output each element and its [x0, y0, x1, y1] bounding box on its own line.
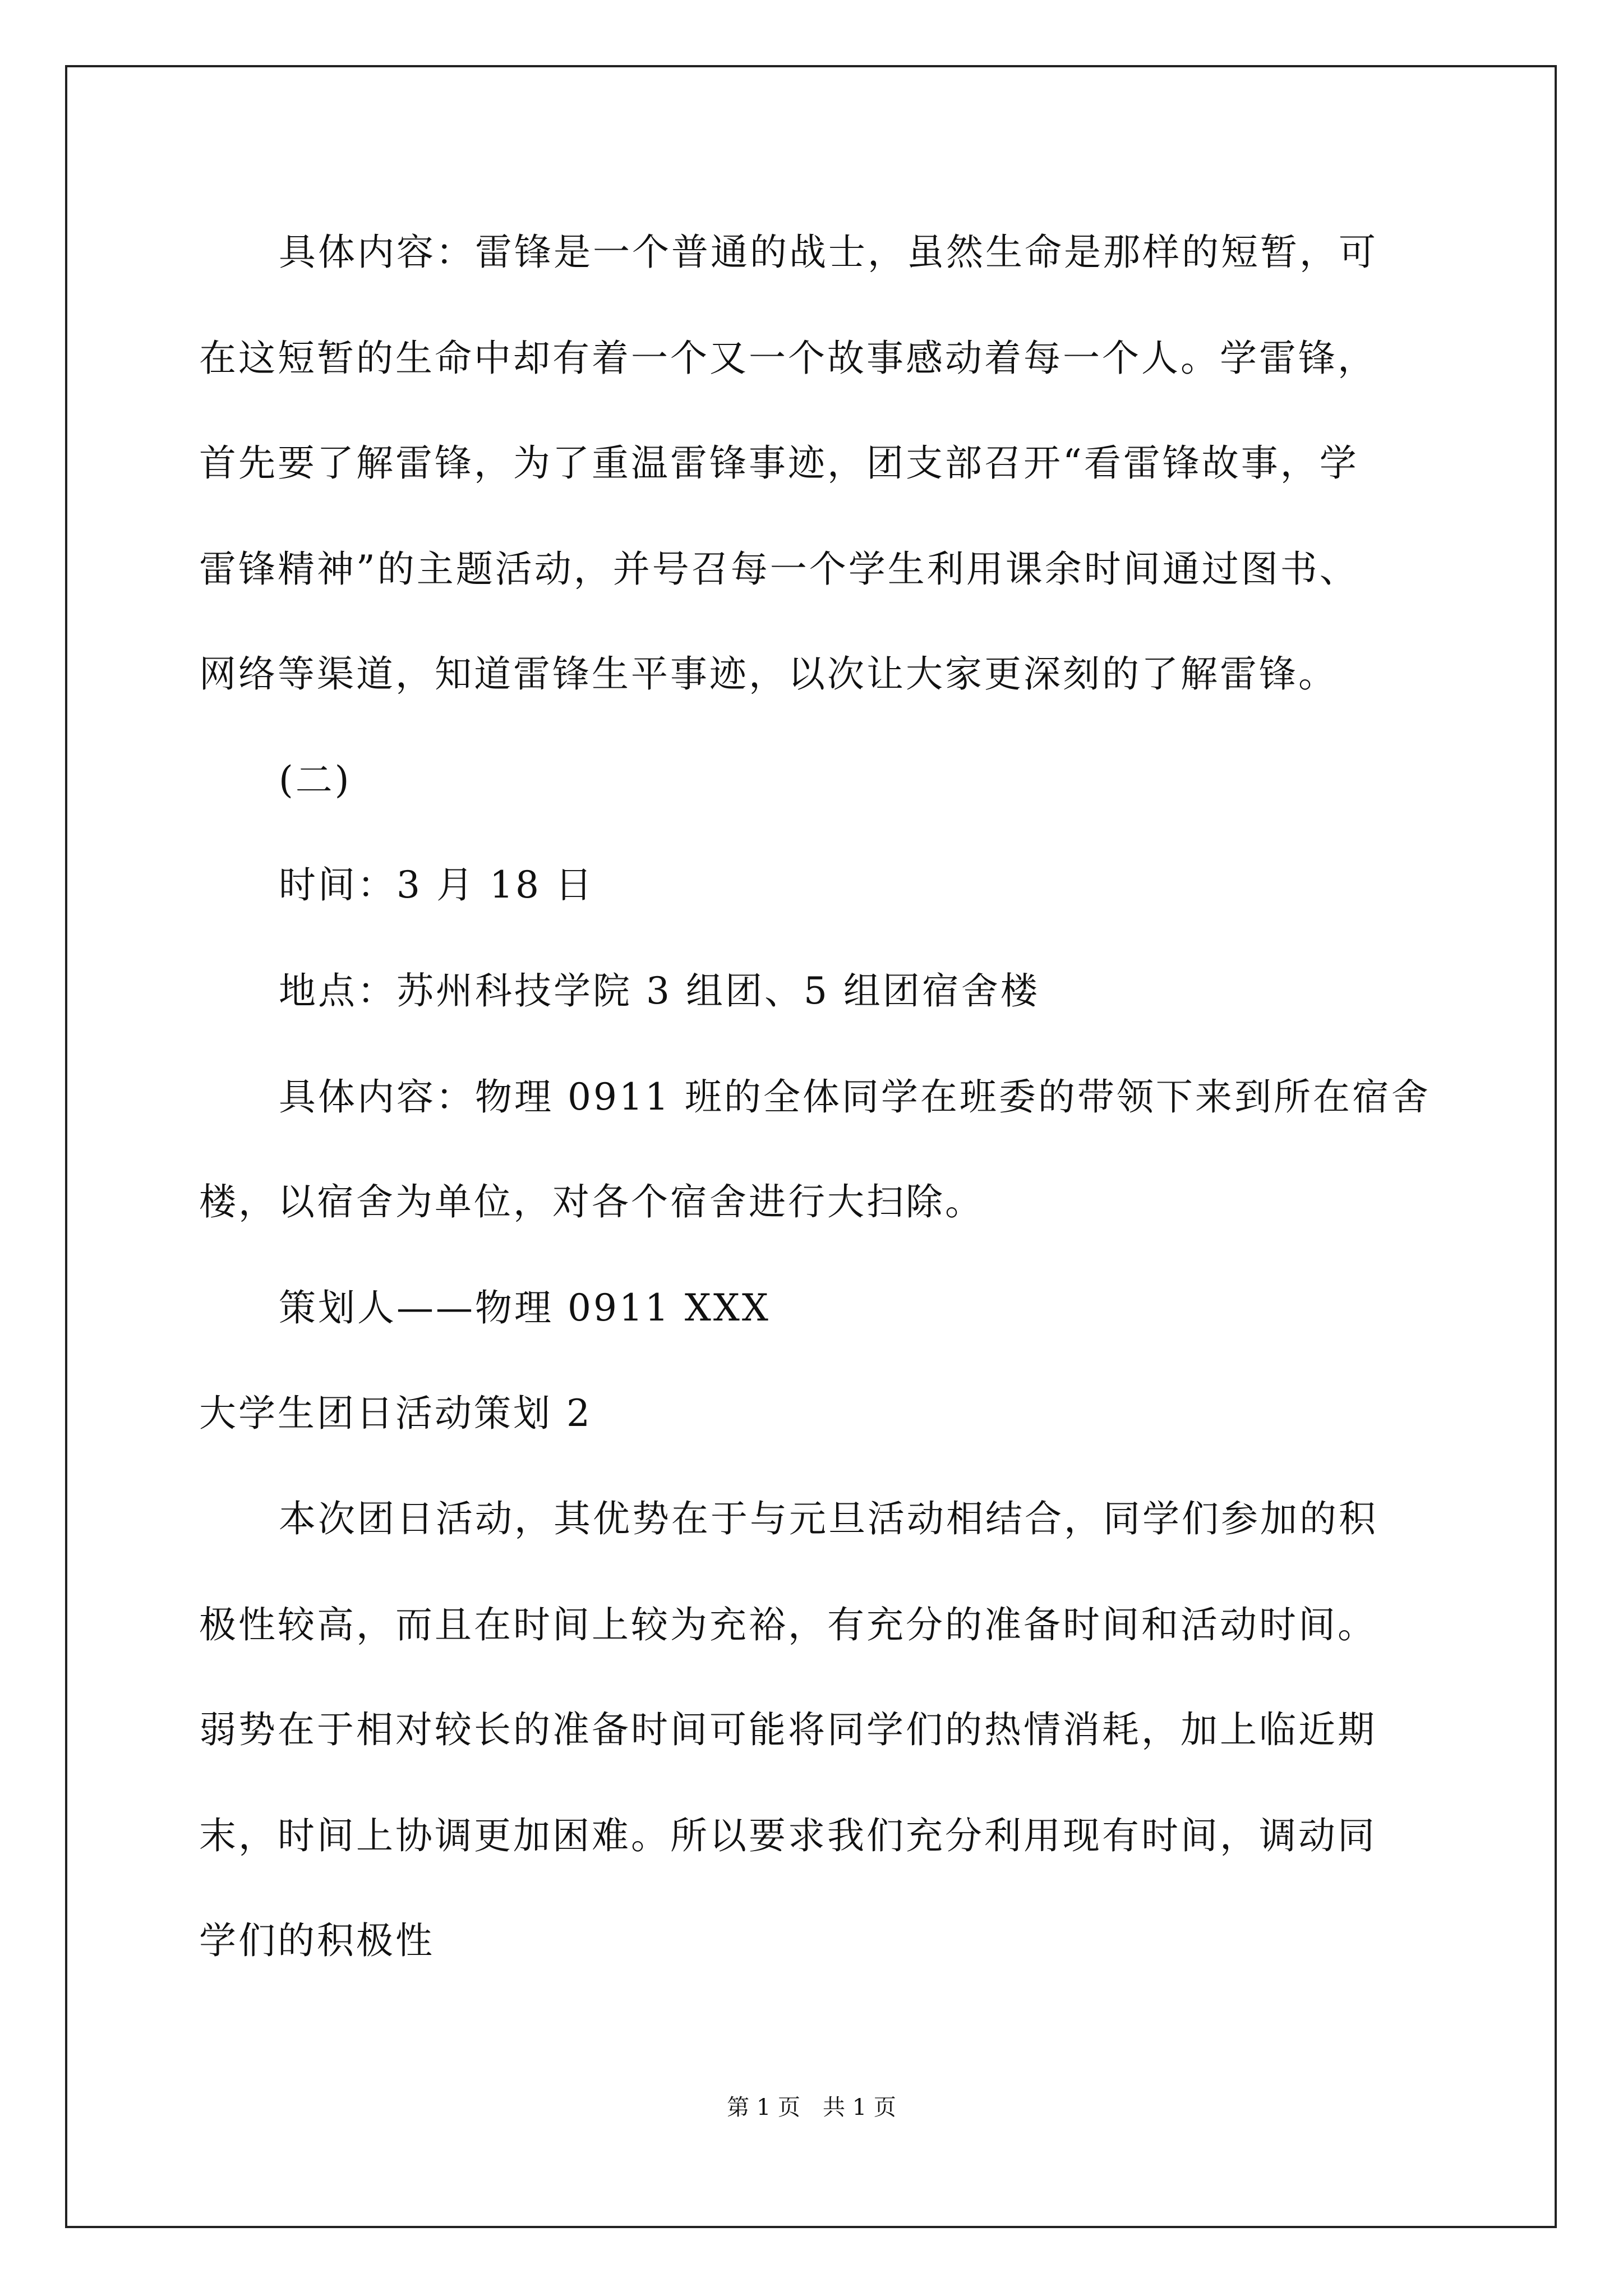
paragraph-line: 网络等渠道，知道雷锋生平事迹，以次让大家更深刻的了解雷锋。: [199, 652, 1338, 696]
section-heading: 大学生团日活动策划 2: [199, 1392, 592, 1435]
paragraph-line: 楼，以宿舍为单位，对各个宿舍进行大扫除。: [199, 1180, 984, 1223]
section-marker: (二): [279, 758, 352, 802]
paragraph-line: 具体内容：雷锋是一个普通的战士，虽然生命是那样的短暂，可: [279, 231, 1378, 274]
paragraph-line: 在这短暂的生命中却有着一个又一个故事感动着每一个人。学雷锋，: [199, 337, 1377, 380]
page-border: [65, 65, 1557, 2228]
paragraph-line: 具体内容：物理 0911 班的全体同学在班委的带领下来到所在宿舍: [279, 1075, 1431, 1119]
planner-line: 策划人——物理 0911 XXX: [279, 1286, 771, 1329]
paragraph-line: 末，时间上协调更加困难。所以要求我们充分利用现有时间，调动同: [199, 1814, 1377, 1857]
paragraph-line: 本次团日活动，其优势在于与元旦活动相结合，同学们参加的积: [279, 1497, 1378, 1540]
page-footer: 第 1 页 共 1 页: [727, 2095, 896, 2120]
paragraph-line: 首先要了解雷锋，为了重温雷锋事迹，团支部召开“看雷锋故事，学: [199, 441, 1359, 485]
paragraph-line: 弱势在于相对较长的准备时间可能将同学们的热情消耗，加上临近期: [199, 1708, 1377, 1751]
location-line: 地点：苏州科技学院 3 组团、5 组团宿舍楼: [279, 969, 1040, 1013]
paragraph-line: 学们的积极性: [199, 1919, 435, 1962]
paragraph-line: 雷锋精神”的主题活动，并号召每一个学生利用课余时间通过图书、: [199, 547, 1359, 591]
paragraph-line: 极性较高，而且在时间上较为充裕，有充分的准备时间和活动时间。: [199, 1603, 1377, 1646]
time-line: 时间：3 月 18 日: [279, 863, 594, 907]
